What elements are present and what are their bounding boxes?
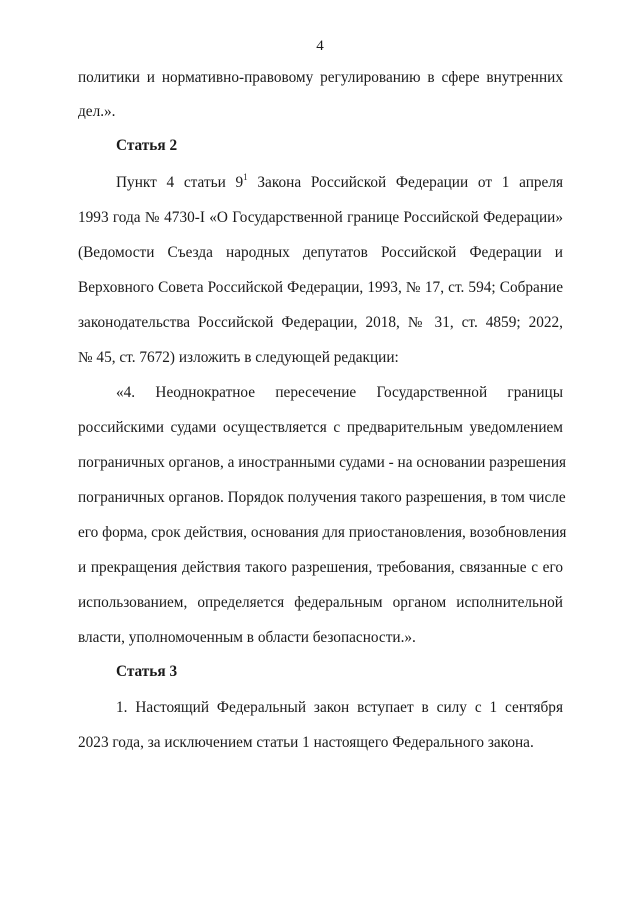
article-3-heading: Статья 3: [116, 663, 178, 680]
quote-line: использованием, определяется федеральным органом исполнительной: [78, 594, 563, 611]
paragraph-line: (Ведомости Съезда народных депутатов Российской Федерации и: [78, 244, 563, 261]
paragraph-line: дел.».: [78, 103, 116, 120]
superscript: 1: [243, 172, 248, 182]
paragraph-line: Верховного Совета Российской Федерации, 1993, № 17, ст. 594; Собрание: [78, 279, 563, 296]
paragraph-line: политики и нормативно-правовому регулированию в сфере внутренних: [78, 69, 563, 86]
paragraph-line: № 45, ст. 7672) изложить в следующей редакции:: [78, 349, 399, 366]
paragraph-line: 1. Настоящий Федеральный закон вступает в силу с 1 сентября: [116, 699, 563, 716]
page-number: 4: [316, 38, 324, 54]
quote-line: пограничных органов, а иностранными судами - на основании разрешения: [78, 454, 567, 471]
paragraph-line: 1993 года № 4730-I «О Государственной границе Российской Федерации»: [78, 209, 563, 226]
text-segment: Пункт 4 статьи 9: [116, 174, 244, 191]
paragraph-line: [116, 173, 563, 193]
quote-line: российскими судами осуществляется с предварительным уведомлением: [78, 419, 563, 436]
article-2-heading: Статья 2: [116, 137, 178, 154]
text-segment: Закона Российской Федерации от 1 апреля: [247, 174, 563, 191]
quote-line: пограничных органов. Порядок получения такого разрешения, в том числе: [78, 489, 566, 506]
quote-line: и прекращения действия такого разрешения, требования, связанные с его: [78, 559, 563, 576]
quote-line: «4. Неоднократное пересечение Государственной границы: [116, 384, 563, 401]
quote-line: власти, уполномоченным в области безопасности.».: [78, 629, 416, 646]
quote-line: его форма, срок действия, основания для приостановления, возобновления: [78, 524, 567, 541]
paragraph-line: законодательства Российской Федерации, 2018, № 31, ст. 4859; 2022,: [78, 314, 563, 331]
paragraph-line: 2023 года, за исключением статьи 1 настоящего Федерального закона.: [78, 734, 534, 751]
